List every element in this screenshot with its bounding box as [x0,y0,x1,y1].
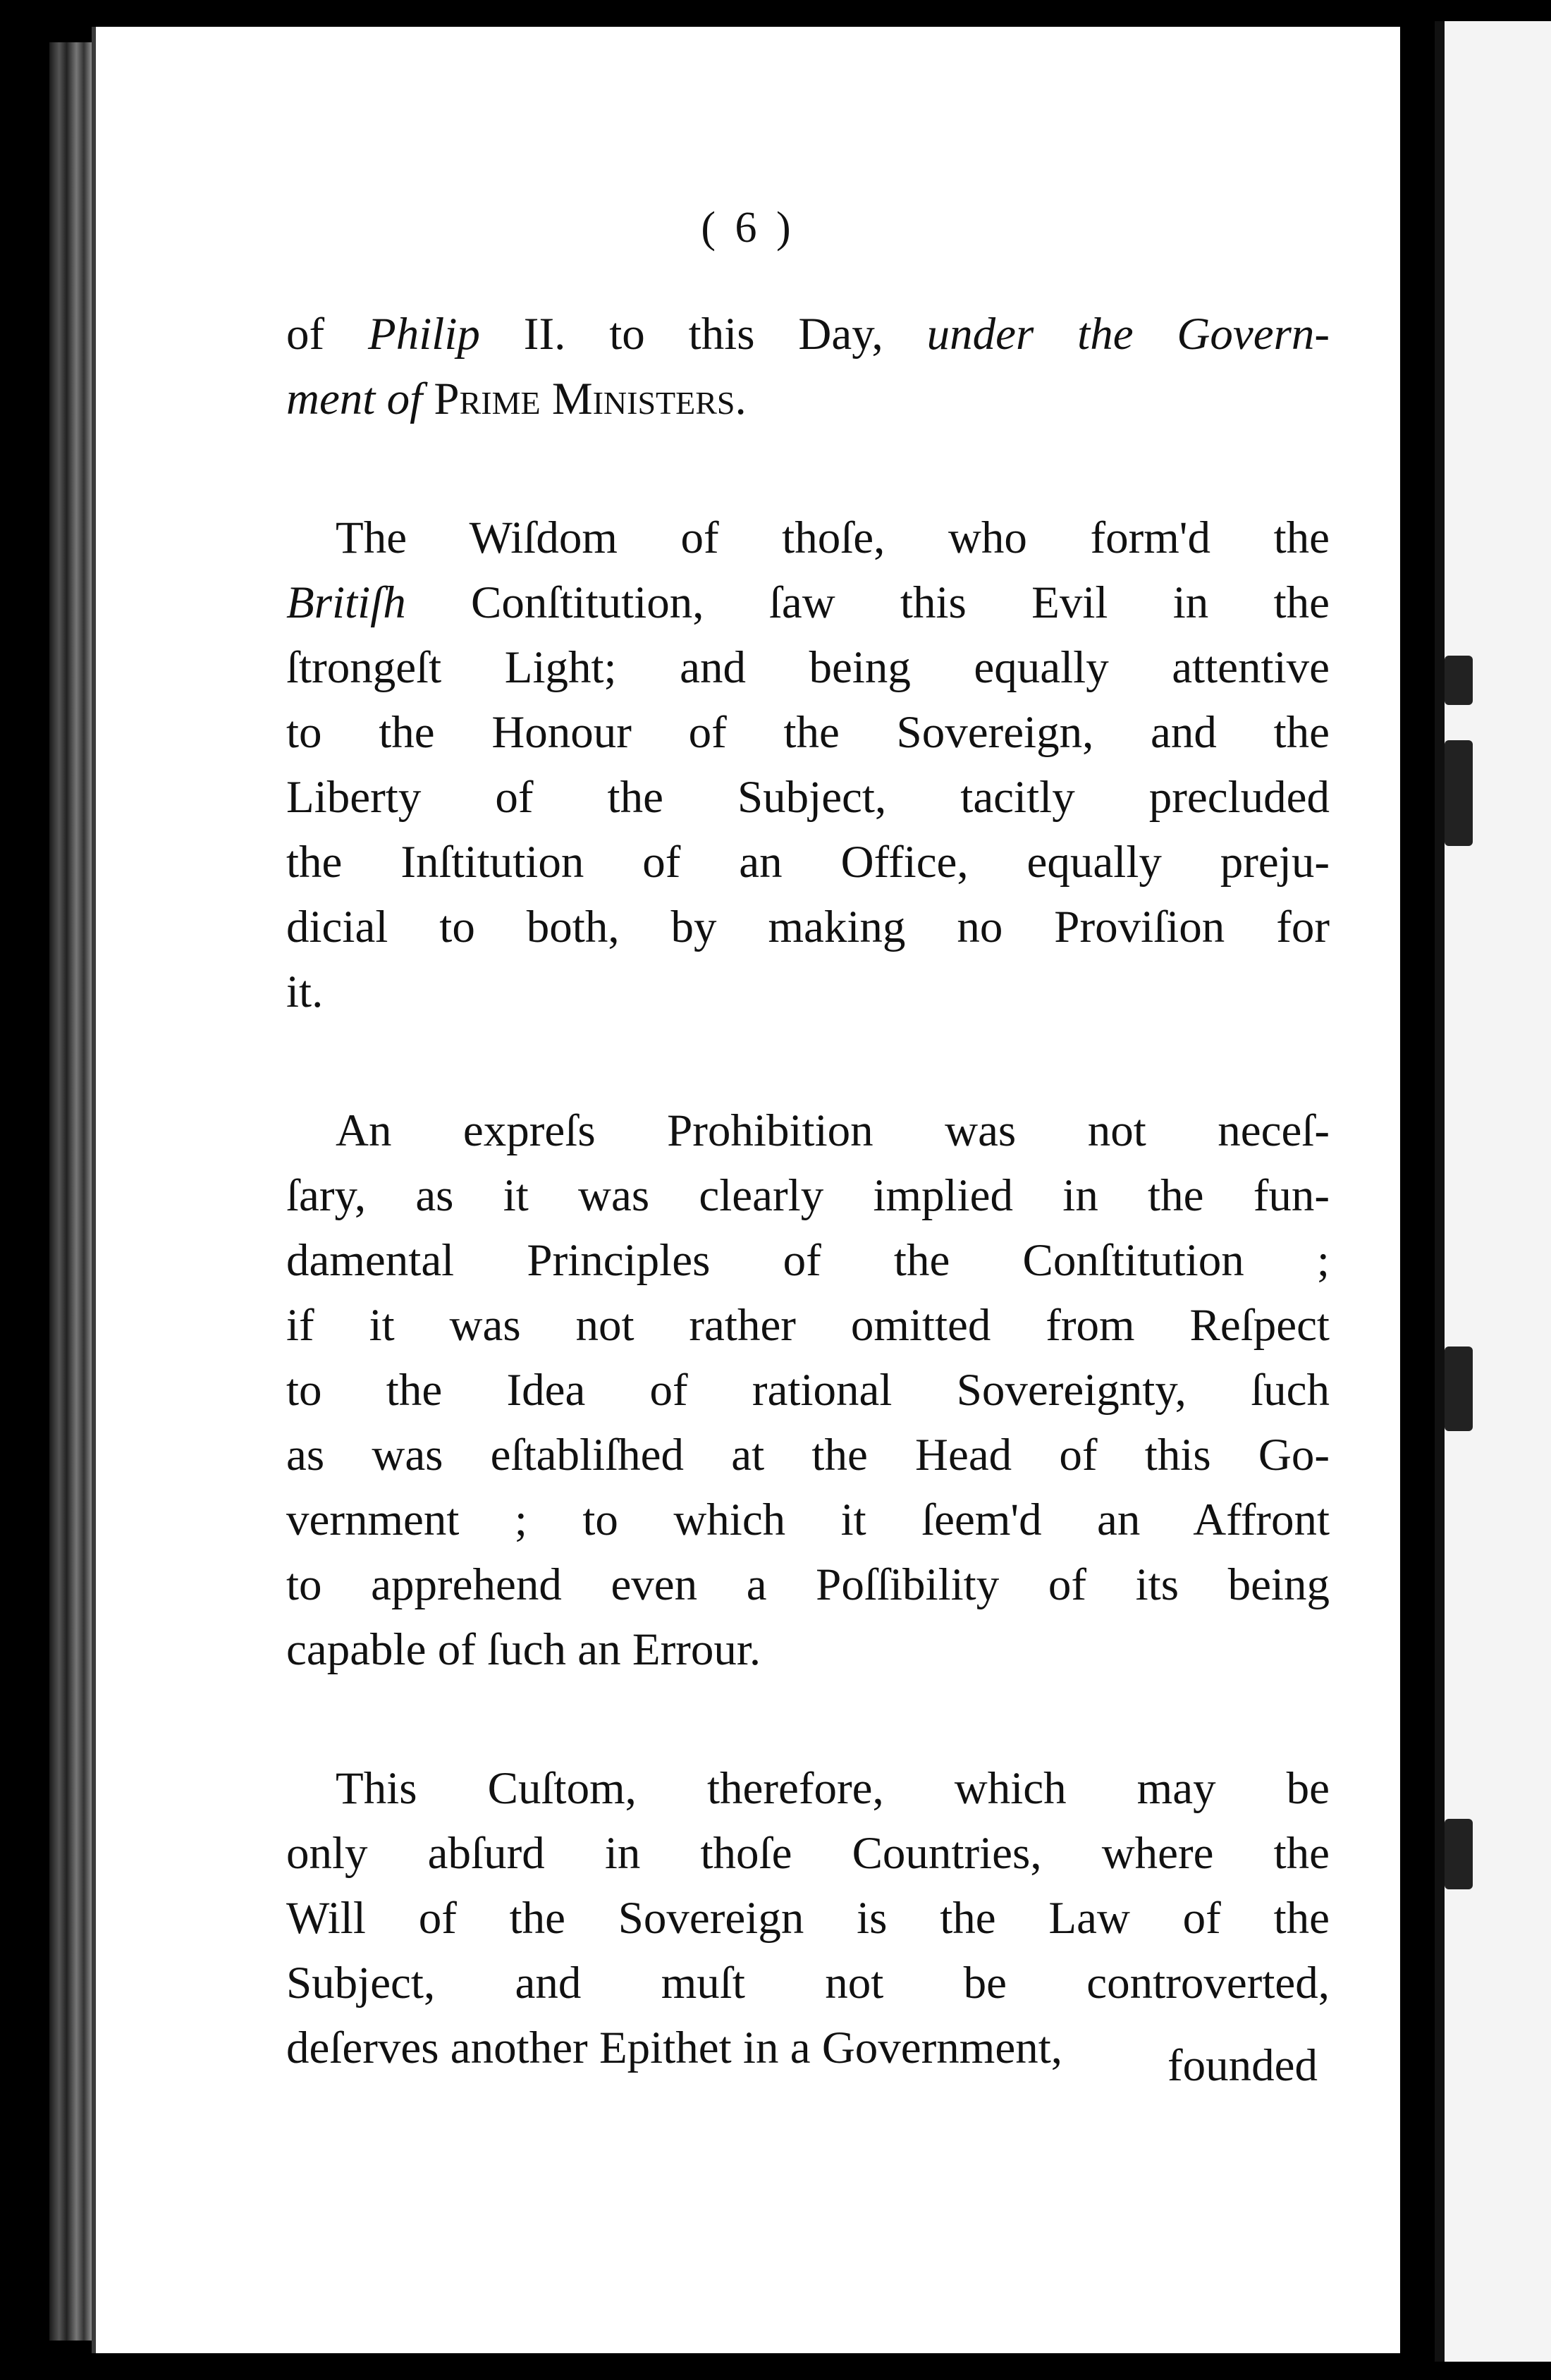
text-run: capable of ſuch an Errour. [286,1624,761,1675]
text-line [286,765,1330,830]
text-run: damental Principles of the Conſtitution ; [286,1235,1330,1286]
book-page [92,27,1400,2353]
text-run: Subject, and muſt not be controverted, [286,1958,1330,2008]
text-run: if it was not rather omitted from Reſpect [286,1300,1330,1351]
text-run: to apprehend even a Poſſibility of its being [286,1559,1330,1610]
text-line [286,1423,1330,1488]
text-run: Liberty of the Subject, tacitly precluded [286,772,1330,823]
paragraph [286,1756,1330,2080]
text-run: under the Govern- [926,309,1330,360]
ink-smudge [1445,656,1473,705]
text-run: Britiſh [286,577,406,628]
text-line [286,1552,1330,1617]
text-run: ſary, as it was clearly implied in the fun- [286,1170,1330,1221]
text-run: to the Honour of the Sovereign, and the [286,707,1330,758]
paragraph [286,1098,1330,1682]
facing-page-edge [1435,21,1551,2362]
text-line [286,1098,1330,1163]
text-run: This Cuſtom, therefore, which may be [336,1763,1330,1814]
text-line [286,1756,1330,1821]
text-run: ment of [286,374,423,424]
page-number: ( 6 ) [701,204,795,252]
text-run: it. [286,967,324,1017]
paragraph [286,302,1330,431]
text-run: Philip [368,309,480,360]
text-run: the Inſtitution of an Office, equally preju- [286,837,1330,888]
text-run: only abſurd in thoſe Countries, where the [286,1828,1330,1879]
catchword: founded [1167,2040,1318,2091]
text-run: to the Idea of rational Sovereignty, ſuch [286,1365,1330,1416]
text-run: Prime Ministers. [434,374,747,424]
text-line [286,1886,1330,1951]
text-run: ſtrongeſt Light; and being equally attentive [286,642,1330,693]
body-text [286,302,1330,2080]
text-line [286,570,1330,635]
paragraph-gap [286,1682,1330,1756]
text-line [286,1488,1330,1552]
text-line [286,1163,1330,1228]
text-line [286,1228,1330,1293]
text-run: An expreſs Prohibition was not neceſ- [336,1105,1330,1156]
text-line [286,505,1330,570]
ink-smudge [1445,1347,1473,1431]
text-run: Will of the Sovereign is the Law of the [286,1893,1330,1944]
text-run: vernment ; to which it ſeem'd an Affront [286,1495,1330,1545]
text-line [286,367,1330,431]
paragraph [286,505,1330,1024]
text-line [286,1617,1330,1682]
text-line [286,1358,1330,1423]
text-run: of [286,309,369,360]
text-line [286,302,1330,367]
text-line [286,1821,1330,1886]
text-run: Conſtitution, ſaw this Evil in the [405,577,1330,628]
text-line [286,700,1330,765]
ink-smudge [1445,740,1473,846]
text-line [286,635,1330,700]
text-line [286,1951,1330,2016]
paragraph-gap [286,431,1330,505]
text-run [422,374,434,424]
ink-smudge [1445,1819,1473,1889]
text-run: deſerves another Epithet in a Government, [286,2023,1063,2073]
text-line [286,959,1330,1024]
text-run: The Wiſdom of thoſe, who form'd the [336,513,1330,563]
text-run: as was eſtabliſhed at the Head of this Go- [286,1430,1330,1480]
paragraph-gap [286,1024,1330,1098]
text-line [286,1293,1330,1358]
text-line [286,830,1330,895]
text-run: dicial to both, by making no Proviſion for [286,902,1330,952]
text-line [286,895,1330,959]
text-run: II. to this Day, [479,309,927,360]
